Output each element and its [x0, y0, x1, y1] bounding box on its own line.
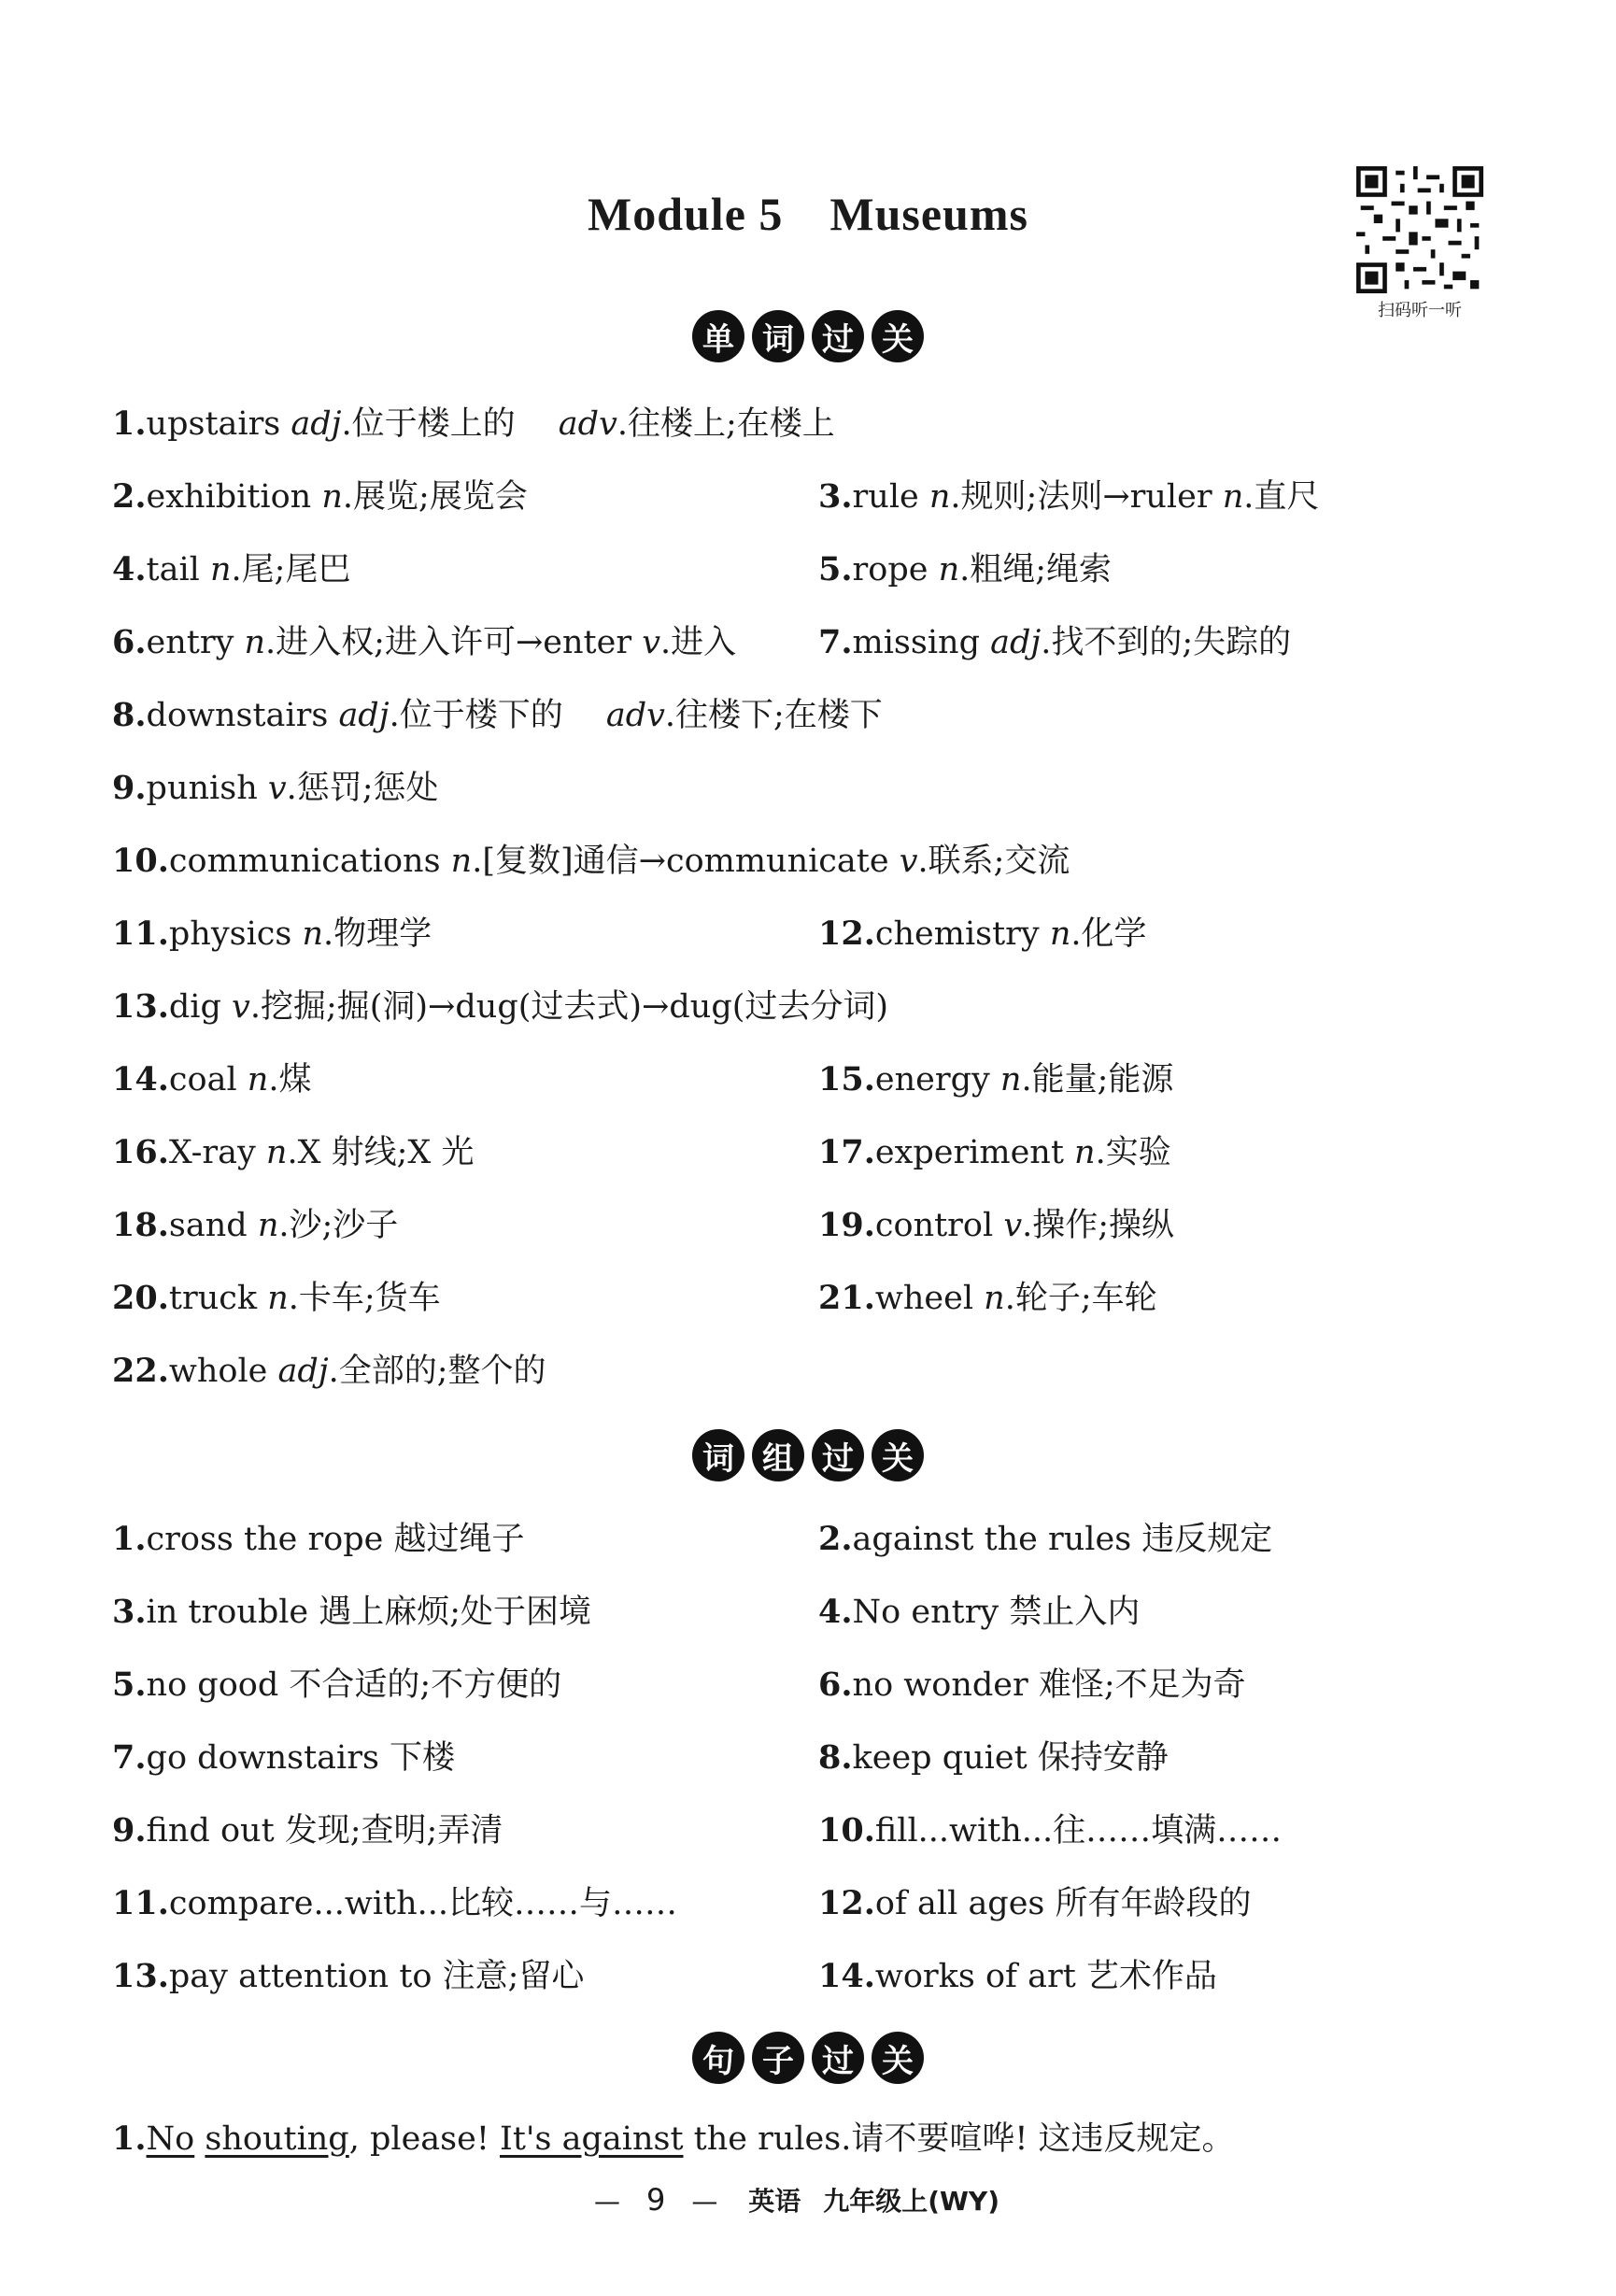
part-of-speech: adv [605, 697, 665, 734]
word: rule [852, 478, 929, 516]
item-number: 13. [112, 987, 169, 1026]
word: experiment [874, 1134, 1075, 1171]
badge-char: 关 [872, 2032, 924, 2084]
phrase-item [112, 1665, 562, 1704]
part-of-speech: v [642, 624, 660, 661]
badge-char: 子 [752, 2032, 804, 2084]
word: communications [168, 843, 451, 880]
page-number: 9 [645, 2182, 666, 2218]
phrase-text: no wonder 难怪;不足为奇 [852, 1666, 1246, 1704]
part-of-speech: n [1074, 1134, 1096, 1171]
sentences-section-header [0, 2032, 1616, 2084]
sentence-text: the rules.请不要喧哗! 这违反规定。 [683, 2120, 1235, 2158]
meaning: .直尺 [1243, 478, 1320, 516]
part-of-speech: n [257, 1207, 279, 1244]
word: wheel [874, 1280, 985, 1317]
word-item [818, 1279, 1157, 1317]
word: sand [168, 1207, 258, 1244]
item-number: 13. [112, 1957, 169, 1995]
item-number: 21. [818, 1279, 875, 1317]
word: control [874, 1207, 1004, 1244]
phrase-item [112, 1738, 456, 1777]
meaning: .沙;沙子 [278, 1207, 399, 1244]
part-of-speech: n [1222, 478, 1244, 516]
sentence-text: , please! [348, 2120, 501, 2158]
item-number: 5. [818, 550, 853, 588]
phrase-text: against the rules 违反规定 [852, 1521, 1273, 1558]
meaning: .X 射线;X 光 [287, 1134, 475, 1171]
word-item [818, 623, 1292, 661]
word: truck [168, 1280, 268, 1317]
badge-char: 组 [752, 1429, 804, 1481]
item-number: 12. [818, 914, 875, 953]
word-item [818, 477, 1320, 516]
word-item [112, 696, 883, 734]
item-number: 22. [112, 1352, 169, 1390]
word: coal [168, 1061, 248, 1098]
item-number: 14. [818, 1957, 875, 1995]
word-item [112, 477, 528, 516]
words-section-header [0, 310, 1616, 362]
badge-char: 句 [692, 2032, 744, 2084]
item-number: 3. [818, 477, 853, 516]
part-of-speech: n [450, 843, 473, 880]
word-item [112, 914, 432, 953]
word: energy [874, 1061, 1000, 1098]
word-item [818, 550, 1113, 588]
phrase-item [818, 1884, 1252, 1922]
word-item [112, 987, 889, 1026]
badge-char: 关 [872, 1429, 924, 1481]
phrase-text: find out 发现;查明;弄清 [146, 1812, 503, 1850]
qr-code-icon[interactable] [1356, 166, 1483, 293]
phrase-text: compare...with...比较……与…… [168, 1885, 677, 1922]
word-item [112, 1206, 399, 1244]
meaning: .进入权;进入许可→enter [265, 624, 643, 661]
item-number: 7. [112, 1738, 147, 1777]
word-item [112, 550, 351, 588]
part-of-speech: adj [990, 624, 1042, 661]
item-number: 17. [818, 1133, 875, 1171]
item-number: 2. [112, 477, 147, 516]
meaning: .往楼下;在楼下 [664, 697, 883, 734]
phrase-text: in trouble 遇上麻烦;处于困境 [146, 1594, 592, 1631]
item-number: 8. [112, 696, 147, 734]
phrase-text: pay attention to 注意;留心 [168, 1958, 585, 1995]
phrase-text: works of art 艺术作品 [874, 1958, 1217, 1995]
word: physics [168, 915, 303, 953]
item-number: 14. [112, 1060, 169, 1098]
item-number: 5. [112, 1665, 147, 1704]
part-of-speech: adj [277, 1353, 329, 1390]
meaning: .规则;法则→ruler [950, 478, 1223, 516]
phrase-text: go downstairs 下楼 [146, 1739, 456, 1777]
part-of-speech: n [267, 1280, 289, 1317]
item-number: 19. [818, 1206, 875, 1244]
word-item [112, 1354, 546, 1388]
meaning: .联系;交流 [917, 843, 1070, 880]
meaning: .操作;操纵 [1022, 1207, 1175, 1244]
item-number: 1. [112, 404, 147, 443]
badge-char: 过 [812, 1429, 864, 1481]
underlined-word: shouting [205, 2120, 349, 2158]
part-of-speech: n [302, 915, 324, 953]
badge-char: 过 [812, 2032, 864, 2084]
footer-dash: — [593, 2186, 620, 2217]
word-item [112, 1060, 312, 1098]
item-number: 20. [112, 1279, 169, 1317]
word-item [818, 914, 1147, 953]
word-item [112, 1279, 441, 1317]
part-of-speech: v [899, 843, 918, 880]
meaning: .化学 [1070, 915, 1147, 953]
phrase-item [112, 1884, 677, 1922]
part-of-speech: n [321, 478, 343, 516]
meaning: .位于楼下的 [389, 697, 606, 734]
word: entry [146, 624, 245, 661]
badge-char: 词 [752, 310, 804, 362]
word-item [818, 1060, 1174, 1098]
part-of-speech: adj [338, 697, 390, 734]
phrase-item [818, 1595, 1140, 1629]
phrase-item [112, 1595, 591, 1629]
meaning: .轮子;车轮 [1004, 1280, 1157, 1317]
item-number: 11. [112, 1884, 169, 1922]
phrase-text: of all ages 所有年龄段的 [874, 1885, 1252, 1922]
footer-dash: — [691, 2186, 718, 2217]
item-number: 18. [112, 1206, 169, 1244]
word-item [112, 404, 835, 443]
part-of-speech: n [210, 551, 232, 588]
part-of-speech: n [247, 1061, 269, 1098]
item-number: 2. [818, 1520, 853, 1558]
phrase-item [112, 1957, 585, 1995]
sentence-item [112, 2119, 1235, 2158]
meaning: .煤 [268, 1061, 312, 1098]
phrase-text: cross the rope 越过绳子 [146, 1521, 525, 1558]
item-number: 12. [818, 1884, 875, 1922]
meaning: .往楼上;在楼上 [617, 405, 835, 443]
part-of-speech: n [938, 551, 960, 588]
phrase-item [818, 1957, 1217, 1995]
meaning: .惩罚;惩处 [286, 770, 439, 807]
phrase-item [818, 1665, 1246, 1704]
item-number: 6. [818, 1665, 853, 1704]
meaning: .全部的;整个的 [328, 1353, 546, 1390]
part-of-speech: v [267, 770, 287, 807]
meaning: .卡车;货车 [288, 1280, 441, 1317]
badge-char: 关 [872, 310, 924, 362]
word: dig [168, 988, 233, 1026]
word-item [112, 1133, 475, 1171]
meaning: .进入 [659, 624, 737, 661]
phrase-item [112, 1520, 525, 1558]
word: punish [146, 770, 268, 807]
part-of-speech: n [928, 478, 951, 516]
part-of-speech: n [265, 1134, 288, 1171]
word-item [112, 769, 439, 807]
phrase-text: no good 不合适的;不方便的 [146, 1666, 562, 1704]
item-number: 3. [112, 1593, 147, 1631]
item-number: 1. [112, 1520, 147, 1558]
phrase-item [112, 1811, 503, 1850]
item-number: 4. [818, 1593, 853, 1631]
item-number: 1. [112, 2119, 147, 2158]
phrase-text: keep quiet 保持安静 [852, 1739, 1169, 1777]
word: upstairs [146, 405, 291, 443]
item-number: 15. [818, 1060, 875, 1098]
footer-subject: 英语 [748, 2186, 801, 2217]
meaning: .实验 [1095, 1134, 1171, 1171]
item-number: 9. [112, 769, 147, 807]
badge-char: 单 [692, 310, 744, 362]
underlined-word: No [146, 2120, 195, 2158]
part-of-speech: adv [558, 405, 617, 443]
item-number: 10. [818, 1811, 875, 1850]
item-number: 8. [818, 1738, 853, 1777]
item-number: 16. [112, 1133, 169, 1171]
part-of-speech: n [244, 624, 266, 661]
item-number: 6. [112, 623, 147, 661]
badge-char: 词 [692, 1429, 744, 1481]
meaning: .[复数]通信→communicate [472, 843, 900, 880]
word-item [818, 1133, 1171, 1171]
meaning: .粗绳;绳索 [959, 551, 1113, 588]
sentence-text [194, 2120, 205, 2158]
item-number: 7. [818, 623, 853, 661]
part-of-speech: n [984, 1280, 1005, 1317]
meaning: .挖掘;掘(洞)→dug(过去式)→dug(过去分词) [249, 988, 889, 1026]
word: tail [146, 551, 210, 588]
phrase-text: No entry 禁止入内 [852, 1594, 1141, 1631]
word: chemistry [874, 915, 1050, 953]
part-of-speech: n [1049, 915, 1071, 953]
module-number: Module 5 [588, 188, 784, 240]
badge-char: 过 [812, 310, 864, 362]
meaning: .能量;能源 [1021, 1061, 1174, 1098]
item-number: 11. [112, 914, 169, 953]
word-item [818, 1206, 1175, 1244]
meaning: .展览;展览会 [342, 478, 528, 516]
word: missing [852, 624, 991, 661]
meaning: .尾;尾巴 [231, 551, 351, 588]
meaning: .位于楼上的 [341, 405, 559, 443]
page-footer [0, 2181, 1616, 2218]
meaning: .物理学 [323, 915, 432, 953]
part-of-speech: adj [291, 405, 342, 443]
module-name: Museums [829, 188, 1028, 240]
item-number: 4. [112, 550, 147, 588]
word-item [112, 623, 737, 661]
phrase-item [818, 1520, 1273, 1558]
phrase-text: fill...with...往……填满…… [874, 1812, 1283, 1850]
word: whole [168, 1353, 278, 1390]
phrase-item [818, 1811, 1283, 1850]
meaning: .找不到的;失踪的 [1041, 624, 1292, 661]
underlined-word: It's against [500, 2120, 684, 2158]
word: exhibition [146, 478, 322, 516]
word: downstairs [146, 697, 339, 734]
part-of-speech: v [232, 988, 250, 1026]
phrase-item [818, 1738, 1169, 1777]
qr-label: 扫码听一听 [1378, 301, 1462, 320]
word: rope [852, 551, 939, 588]
part-of-speech: n [999, 1061, 1022, 1098]
word-item [112, 844, 1070, 878]
item-number: 10. [112, 842, 169, 880]
word: X-ray [168, 1134, 266, 1171]
part-of-speech: v [1003, 1207, 1023, 1244]
item-number: 9. [112, 1811, 147, 1850]
footer-grade: 九年级上(WY) [823, 2186, 1000, 2217]
phrases-section-header [0, 1429, 1616, 1481]
